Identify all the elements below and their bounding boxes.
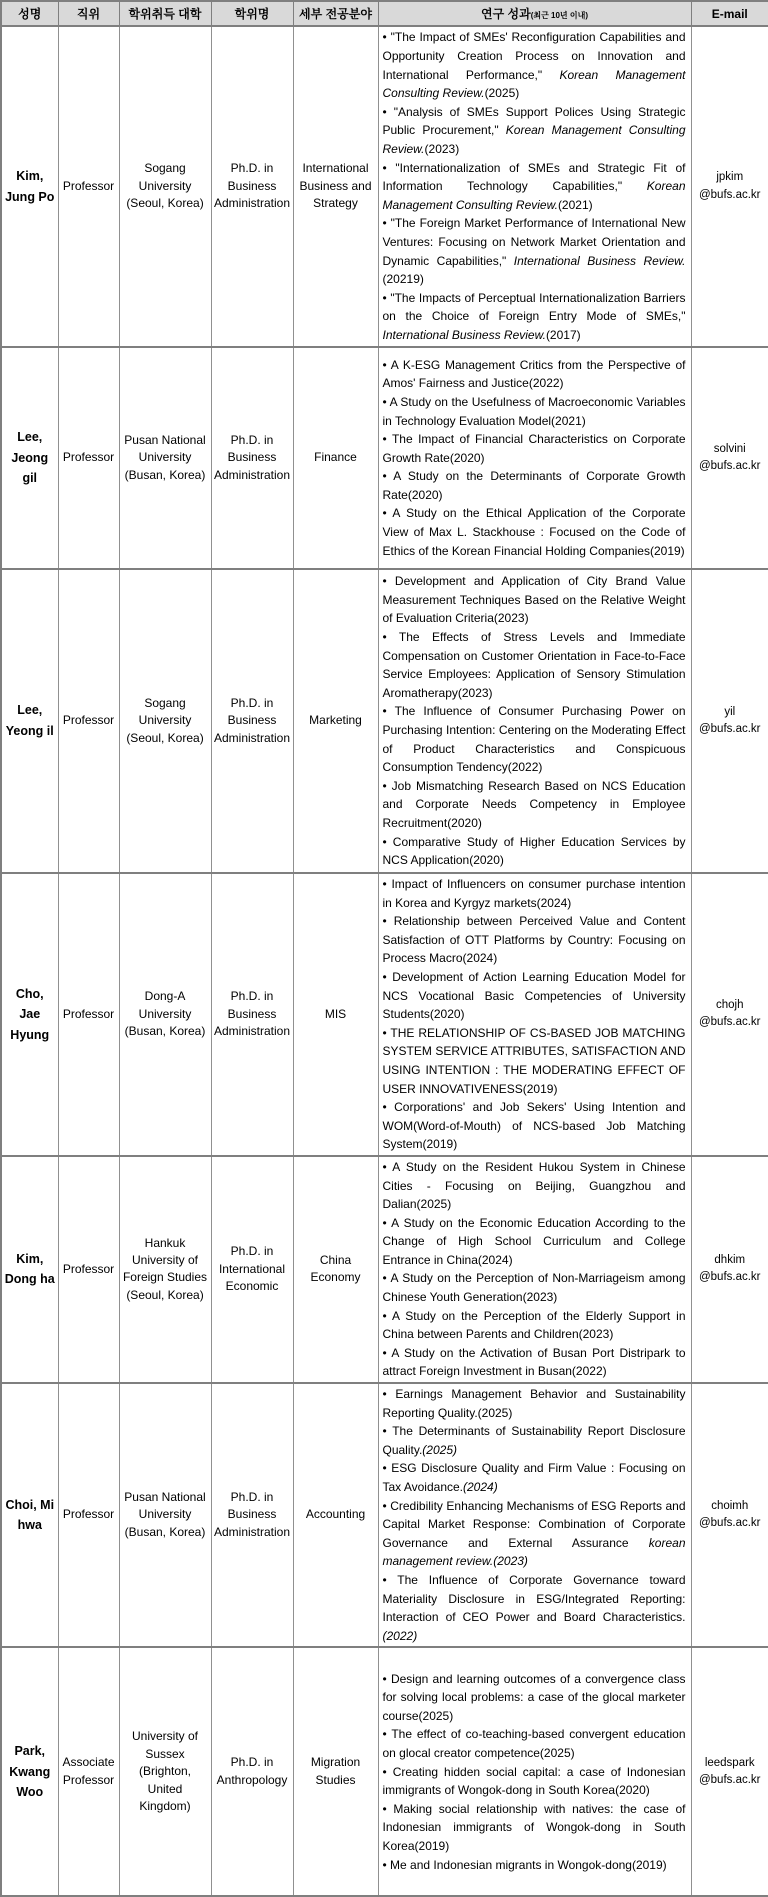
- university-cell: Hankuk University of Foreign Studies (Seoul, Korea): [119, 1156, 211, 1383]
- position-cell: Professor: [58, 1156, 119, 1383]
- name-cell: Cho, Jae Hyung: [1, 873, 58, 1156]
- university-cell: Pusan National University (Busan, Korea): [119, 1383, 211, 1647]
- degree-cell: Ph.D. in Business Administration: [211, 1383, 293, 1647]
- degree-cell: Ph.D. in Business Administration: [211, 347, 293, 569]
- email-domain: @bufs.ac.kr: [698, 723, 761, 735]
- university-cell: Pusan National University (Busan, Korea): [119, 347, 211, 569]
- position-cell: Professor: [58, 347, 119, 569]
- degree-cell: Ph.D. in Business Administration: [211, 26, 293, 347]
- name-cell: Lee, Yeong il: [1, 569, 58, 873]
- email-domain: @bufs.ac.kr: [698, 460, 761, 472]
- column-header-label: E-mail: [711, 6, 748, 21]
- research-item: • "The Impacts of Perceptual Internationalization Barriers on the Choice of Foreign Entry Mode of SMEs," International Business Review.(2017): [382, 290, 686, 342]
- research-item: • The Impact of Financial Characteristics on Corporate Growth Rate(2020): [382, 432, 686, 465]
- email-cell: [691, 347, 768, 569]
- position-cell: Associate Professor: [58, 1647, 119, 1896]
- column-header-label: 성명: [18, 7, 42, 21]
- research-item: • The Determinants of Sustainability Report Disclosure Quality.(2025): [382, 1424, 686, 1457]
- research-item: • "Internationalization of SMEs and Strategic Fit of Information Technology Capabilities," Korean Management Consulting Review.(2021): [382, 160, 686, 212]
- research-cell: [378, 26, 691, 347]
- faculty-row: [1, 1383, 768, 1647]
- degree-cell: Ph.D. in Business Administration: [211, 873, 293, 1156]
- research-cell: [378, 347, 691, 569]
- email-domain: @bufs.ac.kr: [698, 1271, 761, 1284]
- column-header-position: [58, 1, 119, 26]
- faculty-row: [1, 569, 768, 873]
- research-item: • A Study on the Ethical Application of the Corporate View of Max L. Stackhouse : Focused on the Code of Ethics of the Korean Financial Holding Companies(2019): [382, 506, 686, 558]
- name-cell: Park, Kwang Woo: [1, 1647, 58, 1896]
- name-cell: Lee, Jeong gil: [1, 347, 58, 569]
- column-header-name: [1, 1, 58, 26]
- position-cell: Professor: [58, 26, 119, 347]
- faculty-table-body: [1, 26, 768, 1896]
- email-user: yil: [724, 705, 736, 718]
- research-cell: [378, 1156, 691, 1383]
- research-item: • Credibility Enhancing Mechanisms of ESG Reports and Capital Market Response: Combination of Corporate Governance and External Assurance korean management review.(2023): [382, 1498, 686, 1569]
- email-domain: @bufs.ac.kr: [698, 1517, 761, 1530]
- research-item: • A Study on the Resident Hukou System in Chinese Cities - Focusing on Beijing, Guangzhou and Dalian(2025): [382, 1159, 686, 1212]
- email-cell: [691, 569, 768, 873]
- major-cell: MIS: [293, 873, 378, 1156]
- position-cell: Professor: [58, 569, 119, 873]
- major-cell: Migration Studies: [293, 1647, 378, 1896]
- column-header-research: [378, 1, 691, 26]
- university-cell: University of Sussex (Brighton, United Kingdom): [119, 1647, 211, 1896]
- research-item: • Development and Application of City Brand Value Measurement Techniques Based on the Relative Weight of Evaluation Criteria(2023): [382, 574, 686, 626]
- research-item: • Relationship between Perceived Value and Content Satisfaction of OTT Platforms by Country: Focusing on Process Macro(2024): [382, 914, 686, 966]
- research-cell: [378, 1383, 691, 1647]
- research-item: • The Effects of Stress Levels and Immediate Compensation on Customer Orientation in Face-to-Face Service Employees: Application of Sensory Stimulation Aromatherapy(2023): [382, 630, 686, 700]
- column-header-degree: [211, 1, 293, 26]
- research-item: • A Study on the Determinants of Corporate Growth Rate(2020): [382, 469, 686, 502]
- research-item: • ESG Disclosure Quality and Firm Value : Focusing on Tax Avoidance.(2024): [382, 1461, 686, 1494]
- faculty-row: [1, 347, 768, 569]
- faculty-row: [1, 873, 768, 1156]
- email-user: choimh: [711, 1499, 749, 1512]
- column-header-university: [119, 1, 211, 26]
- email-user: leedspark: [704, 1756, 755, 1769]
- research-item: • Comparative Study of Higher Education Services by NCS Application(2020): [382, 834, 686, 868]
- university-cell: Sogang University (Seoul, Korea): [119, 26, 211, 347]
- university-cell: Sogang University (Seoul, Korea): [119, 569, 211, 873]
- position-cell: Professor: [58, 873, 119, 1156]
- email-domain: @bufs.ac.kr: [698, 1016, 761, 1029]
- research-item: • A Study on the Usefulness of Macroeconomic Variables in Technology Evaluation Model(2021): [382, 394, 686, 428]
- major-cell: Accounting: [293, 1383, 378, 1647]
- column-header-suffix: (최근 10년 이내): [530, 11, 588, 20]
- major-cell: China Economy: [293, 1156, 378, 1383]
- email-user: jpkim: [716, 171, 744, 184]
- research-item: • A Study on the Perception of Non-Marriageism among Chinese Youth Generation(2023): [382, 1271, 686, 1305]
- research-cell: [378, 569, 691, 873]
- major-cell: International Business and Strategy: [293, 26, 378, 347]
- faculty-row: [1, 26, 768, 347]
- degree-cell: Ph.D. in Anthropology: [211, 1647, 293, 1896]
- faculty-table-header: [1, 1, 768, 26]
- column-header-label: 연구 성과: [480, 7, 531, 21]
- research-item: • Corporations' and Job Sekers' Using Intention and WOM(Word-of-Mouth) of NCS-based Job Matching System(2019): [382, 1100, 686, 1152]
- research-item: • A K-ESG Management Critics from the Perspective of Amos' Fairness and Justice(2022): [382, 357, 686, 391]
- major-cell: Finance: [293, 347, 378, 569]
- name-cell: Kim, Jung Po: [1, 26, 58, 347]
- name-cell: Choi, Mi hwa: [1, 1383, 58, 1647]
- research-item: • "The Foreign Market Performance of International New Ventures: Focusing on Network Market Orientation and Dynamic Capabilities," International Business Review.(20219): [382, 216, 686, 287]
- email-user: solvini: [713, 442, 746, 455]
- research-item: • THE RELATIONSHIP OF CS-BASED JOB MATCHING SYSTEM SERVICE ATTRIBUTES, SATISFACTION AND USING INTENTION : THE MODERATING EFFECT OF USER INNOVATIVENESS(2019): [382, 1025, 686, 1096]
- email-user: chojh: [716, 999, 744, 1012]
- email-cell: [691, 26, 768, 347]
- faculty-row: [1, 1156, 768, 1383]
- email-cell: [691, 1156, 768, 1383]
- research-item: • A Study on the Activation of Busan Port Distripark to attract Foreign Investment in Busan(2022): [382, 1345, 686, 1379]
- research-item: • The Influence of Corporate Governance toward Materiality Disclosure in ESG/Integrated Reporting: Interaction of CEO Power and Board Characteristics.(2022): [382, 1572, 686, 1643]
- column-header-label: 세부 전공분야: [299, 7, 372, 21]
- research-item: • Earnings Management Behavior and Sustainability Reporting Quality.(2025): [382, 1387, 686, 1420]
- name-cell: Kim, Dong ha: [1, 1156, 58, 1383]
- university-cell: Dong-A University (Busan, Korea): [119, 873, 211, 1156]
- column-header-label: 직위: [76, 7, 101, 21]
- major-cell: Marketing: [293, 569, 378, 873]
- position-cell: Professor: [58, 1383, 119, 1647]
- degree-cell: Ph.D. in Business Administration: [211, 569, 293, 873]
- email-domain: @bufs.ac.kr: [698, 188, 761, 201]
- research-item: • A Study on the Economic Education According to the Change of High School Curriculum and College Entrance in China(2024): [382, 1215, 686, 1267]
- research-item: • Impact of Influencers on consumer purchase intention in Korea and Kyrgyz markets(2024): [382, 877, 686, 910]
- column-header-major: [293, 1, 378, 26]
- research-item: • "The Impact of SMEs' Reconfiguration Capabilities and Opportunity Creation Process on Innovation and International Performance," Korean Management Consulting Review.(2025): [382, 30, 686, 101]
- email-cell: [691, 873, 768, 1156]
- degree-cell: Ph.D. in International Economic: [211, 1156, 293, 1383]
- email-user: dhkim: [714, 1254, 746, 1267]
- research-item: • Me and Indonesian migrants in Wongok-dong(2019): [382, 1857, 667, 1872]
- header-row: [1, 1, 768, 26]
- research-cell: [378, 873, 691, 1156]
- research-item: • The effect of co-teaching-based convergent education on glocal creator competence(2025): [382, 1727, 686, 1760]
- email-cell: [691, 1383, 768, 1647]
- column-header-email: [691, 1, 768, 26]
- column-header-label: 학위취득 대학: [128, 7, 202, 21]
- research-item: • The Influence of Consumer Purchasing Power on Purchasing Intention: Centering on the Moderating Effect of Product Characteristics and Conspicuous Consumption Tendency(2022): [382, 704, 686, 775]
- research-item: • A Study on the Perception of the Elderly Support in China between Parents and Children(2023): [382, 1308, 686, 1342]
- research-item: • Job Mismatching Research Based on NCS Education and Corporate Needs Competency in Employee Recruitment(2020): [382, 778, 686, 830]
- column-header-label: 학위명: [234, 7, 270, 21]
- research-item: • Development of Action Learning Education Model for NCS Vocational Basic Competencies of University Students(2020): [382, 969, 686, 1022]
- email-domain: @bufs.ac.kr: [698, 1773, 761, 1786]
- research-item: • "Analysis of SMEs Support Polices Using Strategic Public Procurement," Korean Management Consulting Review.(2023): [382, 104, 686, 157]
- research-item: • Creating hidden social capital: a case of Indonesian immigrants of Wongok-dong in South Korea(2020): [382, 1764, 686, 1798]
- research-item: • Design and learning outcomes of a convergence class for solving local problems: a case of the glocal marketer course(2025): [382, 1671, 686, 1723]
- research-item: • Making social relationship with natives: the case of Indonesian immigrants of Wongok-dong in South Korea(2019): [382, 1801, 686, 1853]
